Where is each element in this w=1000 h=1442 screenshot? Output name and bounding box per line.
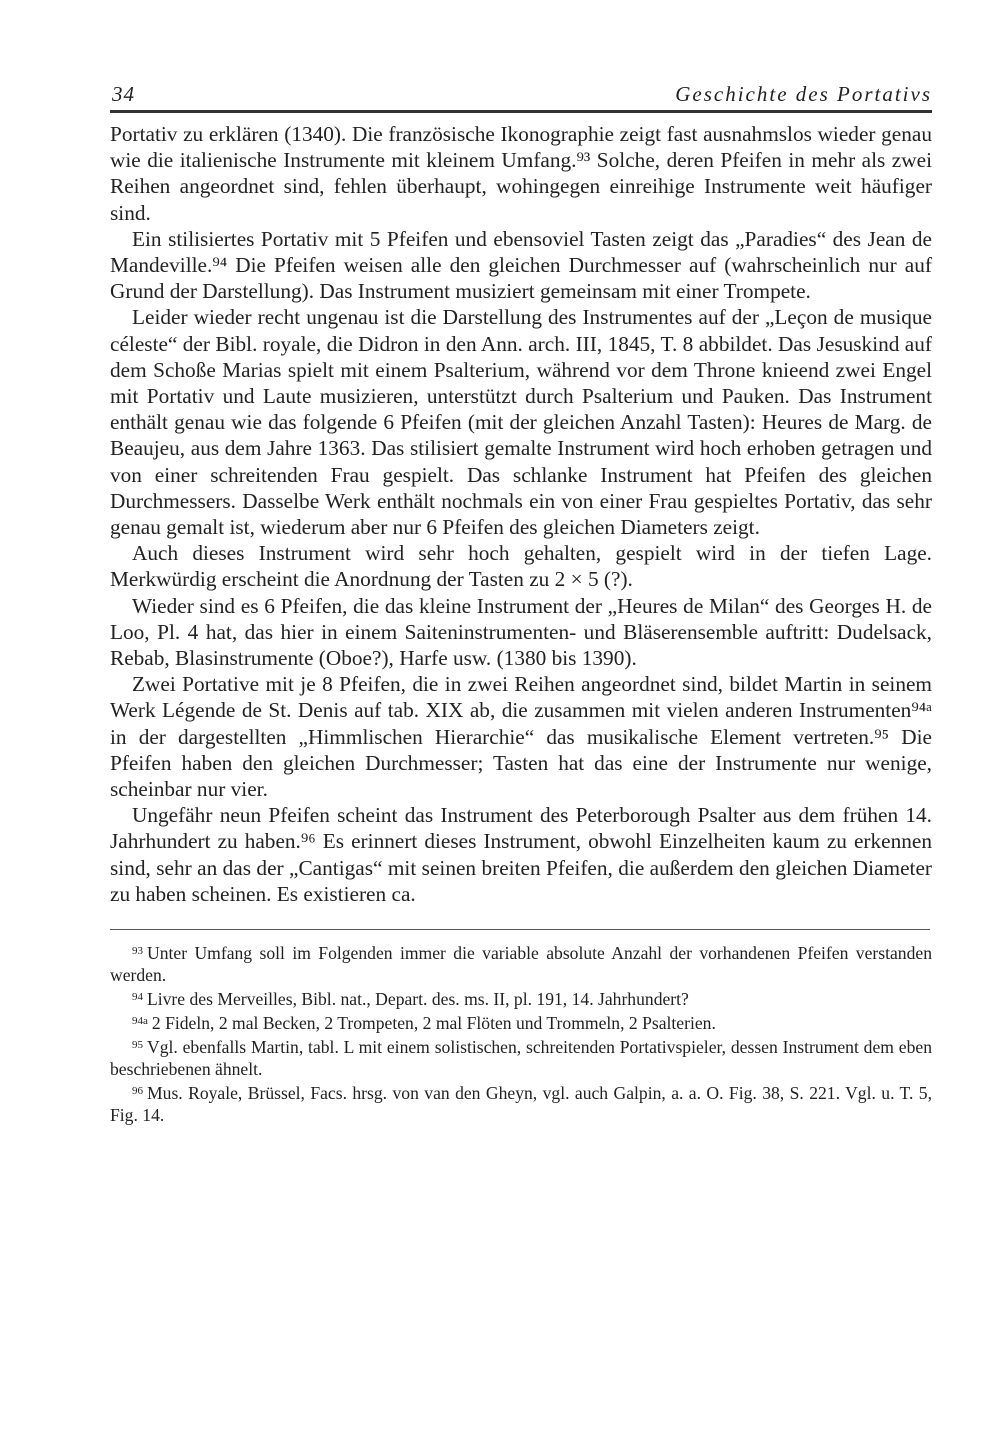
body-text [110, 121, 932, 907]
book-page [110, 70, 932, 1126]
footnote [110, 1034, 932, 1080]
footnote [110, 1080, 932, 1126]
footnote-mark: 94a [132, 1015, 148, 1028]
footnote-text: Mus. Royale, Brüssel, Facs. hrsg. von van den Gheyn, vgl. auch Galpin, a. a. O. Fig. 38, S. 221. Vgl. u. T. 5, Fig. 14. [110, 1083, 932, 1126]
footnote-text: Livre des Merveilles, Bibl. nat., Depart. des. ms. II, pl. 191, 14. Jahrhundert? [147, 989, 689, 1010]
footnote-rule [110, 929, 930, 930]
running-head [110, 70, 932, 108]
footnote-text: Vgl. ebenfalls Martin, tabl. L mit einem solistischen, schreitenden Portativspieler, dessen Instrument dem eben beschriebenen ähnelt. [110, 1037, 932, 1080]
paragraph: Ungefähr neun Pfeifen scheint das Instrument des Peterborough Psalter aus dem frühen 14. Jahrhundert zu haben.⁹⁶ Es erinnert dieses Instrument, obwohl Einzelheiten kaum zu erkennen sind, sehr an das der „Cantigas“ mit seinen breiten Pfeifen, die außerdem den gleichen Diameter zu haben scheinen. Es existieren ca. [110, 803, 932, 906]
paragraph: Leider wieder recht ungenau ist die Darstellung des Instrumentes auf der „Leçon de musique céleste“ der Bibl. royale, die Didron in den Ann. arch. III, 1845, T. 8 abbildet. Das Jesuskind auf dem Schoße Marias spielt mit einem Psalterium, während vor dem Throne knieend zwei Engel mit Portativ und Laute musizieren, unterstützt durch Psalterium und Pauken. Das Instrument enthält genau wie das folgende 6 Pfeifen (mit der gleichen Anzahl Tasten): Heures de Marg. de Beaujeu, aus dem Jahre 1363. Das stilisiert gemalte Instrument wird hoch erhoben getragen und von einer schreitenden Frau gespielt. Das schlanke Instrument hat Pfeifen des gleichen Durchmessers. Dasselbe Werk enthält nochmals ein von einer Frau gespieltes Portativ, das sehr genau gemalt ist, wiederum aber nur 6 Pfeifen des gleichen Diameters zeigt. [110, 305, 932, 540]
paragraph: Zwei Portative mit je 8 Pfeifen, die in zwei Reihen angeordnet sind, bildet Martin in seinem Werk Légende de St. Denis auf tab. XIX ab, die zusammen mit vielen anderen Instrumenten⁹⁴ᵃ in der dargestellten „Himmlischen Hierarchie“ das musikalische Element vertreten.⁹⁵ Die Pfeifen haben den gleichen Durchmesser; Tasten hat das eine der Instrumente nur wenige, scheinbar nur vier. [110, 672, 932, 802]
footnote-mark: 93 [132, 945, 143, 958]
paragraph: Wieder sind es 6 Pfeifen, die das kleine Instrument der „Heures de Milan“ des Georges H. de Loo, Pl. 4 hat, das hier in einem Saiteninstrumenten- und Bläserensemble auftritt: Dudelsack, Rebab, Blasinstrumente (Oboe?), Harfe usw. (1380 bis 1390). [110, 593, 932, 671]
paragraph: Portativ zu erklären (1340). Die französische Ikonographie zeigt fast ausnahmslos wieder genau wie die italienische Instrumente mit kleinem Umfang.⁹³ Solche, deren Pfeifen in mehr als zwei Reihen angeordnet sind, fehlen überhaupt, wohingegen einreihige Instrumente weit häufiger sind. [110, 122, 932, 225]
footnote [110, 986, 932, 1010]
paragraph: Auch dieses Instrument wird sehr hoch gehalten, gespielt wird in der tiefen Lage. Merkwürdig erscheint die Anordnung der Tasten zu 2 × 5 (?). [110, 541, 932, 592]
running-title: Geschichte des Portativs [675, 82, 932, 106]
footnote-text: Unter Umfang soll im Folgenden immer die variable absolute Anzahl der vorhandenen Pfeifen verstanden werden. [110, 943, 932, 986]
header-rule [110, 110, 932, 113]
page-number: 34 [112, 82, 135, 106]
paragraph: Ein stilisiertes Portativ mit 5 Pfeifen und ebensoviel Tasten zeigt das „Paradies“ des Jean de Mandeville.⁹⁴ Die Pfeifen weisen alle den gleichen Durchmesser auf (wahrscheinlich nur auf Grund der Darstellung). Das Instrument musiziert gemeinsam mit einer Trompete. [110, 226, 932, 304]
footnote [110, 940, 932, 986]
footnote [110, 1010, 932, 1034]
footnote-mark: 96 [132, 1085, 143, 1098]
footnote-text: 2 Fideln, 2 mal Becken, 2 Trompeten, 2 mal Flöten und Trommeln, 2 Psalterien. [151, 1013, 716, 1034]
footnote-mark: 95 [132, 1039, 143, 1052]
footnote-mark: 94 [132, 991, 143, 1004]
footnotes [110, 940, 932, 1126]
